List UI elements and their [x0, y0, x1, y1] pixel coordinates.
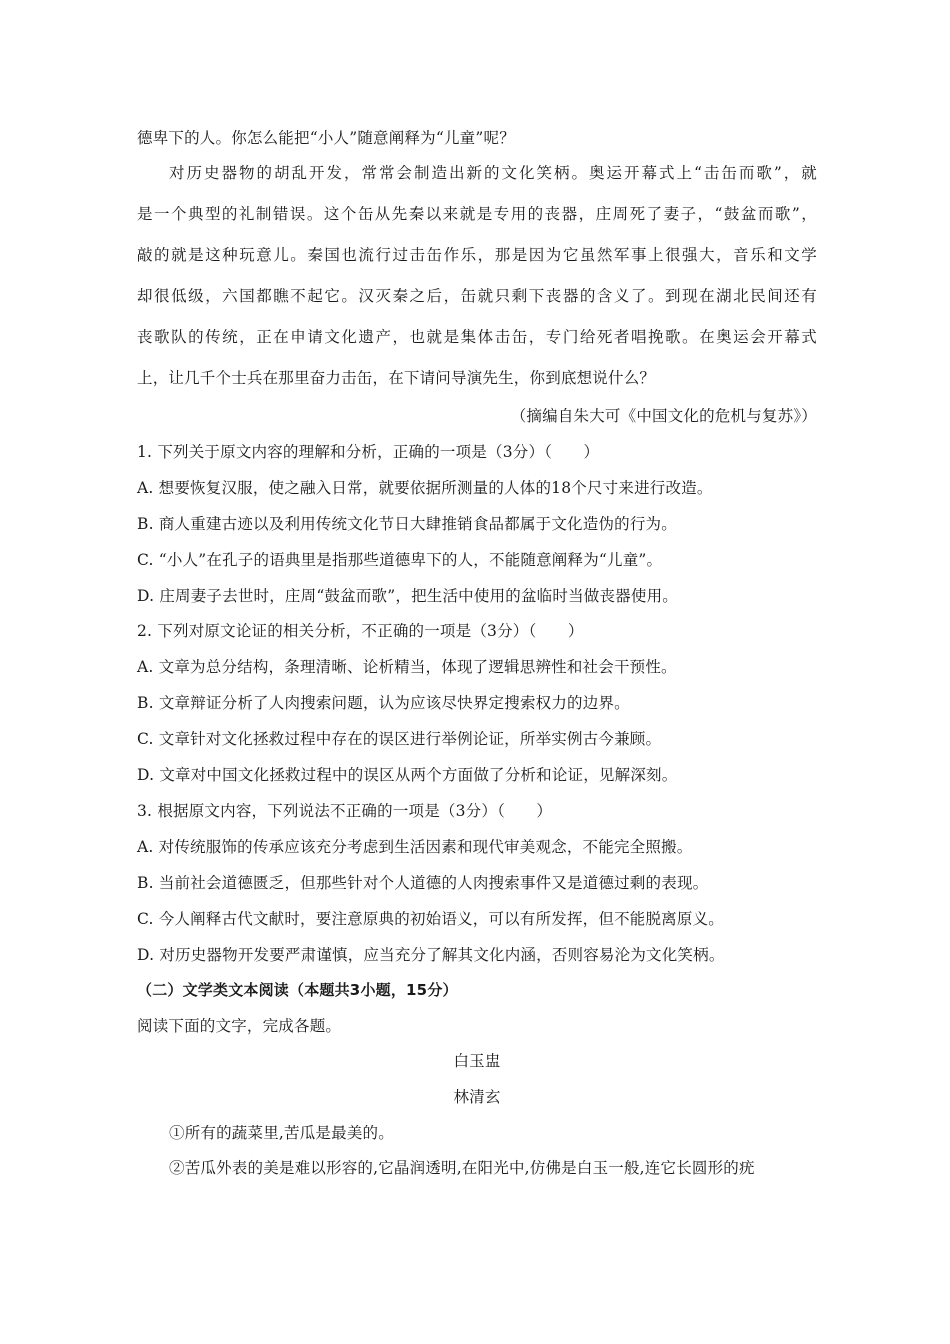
- passage-line: 上，让几千个士兵在那里奋力击缶，在下请问导演先生，你到底想说什么？: [137, 369, 656, 387]
- question-stem: 3. 根据原文内容，下列说法不正确的一项是（3分）（ ）: [137, 802, 553, 820]
- question-stem: 2. 下列对原文论证的相关分析，不正确的一项是（3分）（ ）: [137, 622, 584, 640]
- option-c: C. 今人阐释古代文献时，要注意原典的初始语义，可以有所发挥，但不能脱离原义。: [137, 910, 724, 928]
- question-stem: 1. 下列关于原文内容的理解和分析，正确的一项是（3分）（ ）: [137, 443, 600, 461]
- passage-line: 是一个典型的礼制错误。这个缶从先秦以来就是专用的丧器，庄周死了妻子，“鼓盆而歌”，: [137, 205, 817, 223]
- passage-line: 却很低级，六国都瞧不起它。汉灭秦之后，缶就只剩下丧器的含义了。到现在湖北民间还有: [137, 287, 817, 305]
- option-b: B. 商人重建古迹以及利用传统文化节日大肆推销食品都属于文化造伪的行为。: [137, 515, 677, 533]
- option-d: D. 文章对中国文化拯救过程中的误区从两个方面做了分析和论证，见解深刻。: [137, 766, 678, 784]
- article-paragraph: ①所有的蔬菜里,苦瓜是最美的。: [169, 1124, 394, 1142]
- passage-line: 敲的就是这种玩意儿。秦国也流行过击缶作乐，那是因为它虽然军事上很强大，音乐和文学: [137, 246, 817, 264]
- option-d: D. 庄周妻子去世时，庄周“鼓盆而歌”，把生活中使用的盆临时当做丧器使用。: [137, 587, 678, 605]
- passage-line: 对历史器物的胡乱开发，常常会制造出新的文化笑柄。奥运开幕式上“击缶而歌”，就: [169, 164, 817, 182]
- section-heading: （二）文学类文本阅读（本题共3小题，15分）: [137, 981, 458, 999]
- article-author: 林清玄: [453, 1088, 501, 1106]
- option-b: B. 文章辩证分析了人肉搜索问题，认为应该尽快界定搜索权力的边界。: [137, 694, 630, 712]
- option-b: B. 当前社会道德匮乏，但那些针对个人道德的人肉搜索事件又是道德过剩的表现。: [137, 874, 709, 892]
- option-a: A. 想要恢复汉服，使之融入日常，就要依据所测量的人体的18个尺寸来进行改造。: [137, 479, 713, 497]
- instruction-text: 阅读下面的文字，完成各题。: [137, 1017, 342, 1035]
- passage-line: 丧歌队的传统，正在申请文化遗产，也就是集体击缶，专门给死者唱挽歌。在奥运会开幕式: [137, 328, 817, 346]
- option-a: A. 文章为总分结构，条理清晰、论析精当，体现了逻辑思辨性和社会干预性。: [137, 658, 677, 676]
- passage-line: 德卑下的人。你怎么能把“小人”随意阐释为“儿童”呢？: [137, 129, 515, 147]
- article-title: 白玉盅: [453, 1052, 501, 1070]
- option-c: C. 文章针对文化拯救过程中存在的误区进行举例论证，所举实例古今兼顾。: [137, 730, 662, 748]
- source-citation: （摘编自朱大可《中国文化的危机与复苏》）: [510, 407, 817, 425]
- article-paragraph: ②苦瓜外表的美是难以形容的,它晶润透明,在阳光中,仿佛是白玉一般,连它长圆形的疣: [169, 1159, 755, 1177]
- option-c: C. “小人”在孔子的语典里是指那些道德卑下的人，不能随意阐释为“儿童”。: [137, 551, 663, 569]
- option-d: D. 对历史器物开发要严肃谨慎，应当充分了解其文化内涵，否则容易沦为文化笑柄。: [137, 946, 725, 964]
- option-a: A. 对传统服饰的传承应该充分考虑到生活因素和现代审美观念，不能完全照搬。: [137, 838, 693, 856]
